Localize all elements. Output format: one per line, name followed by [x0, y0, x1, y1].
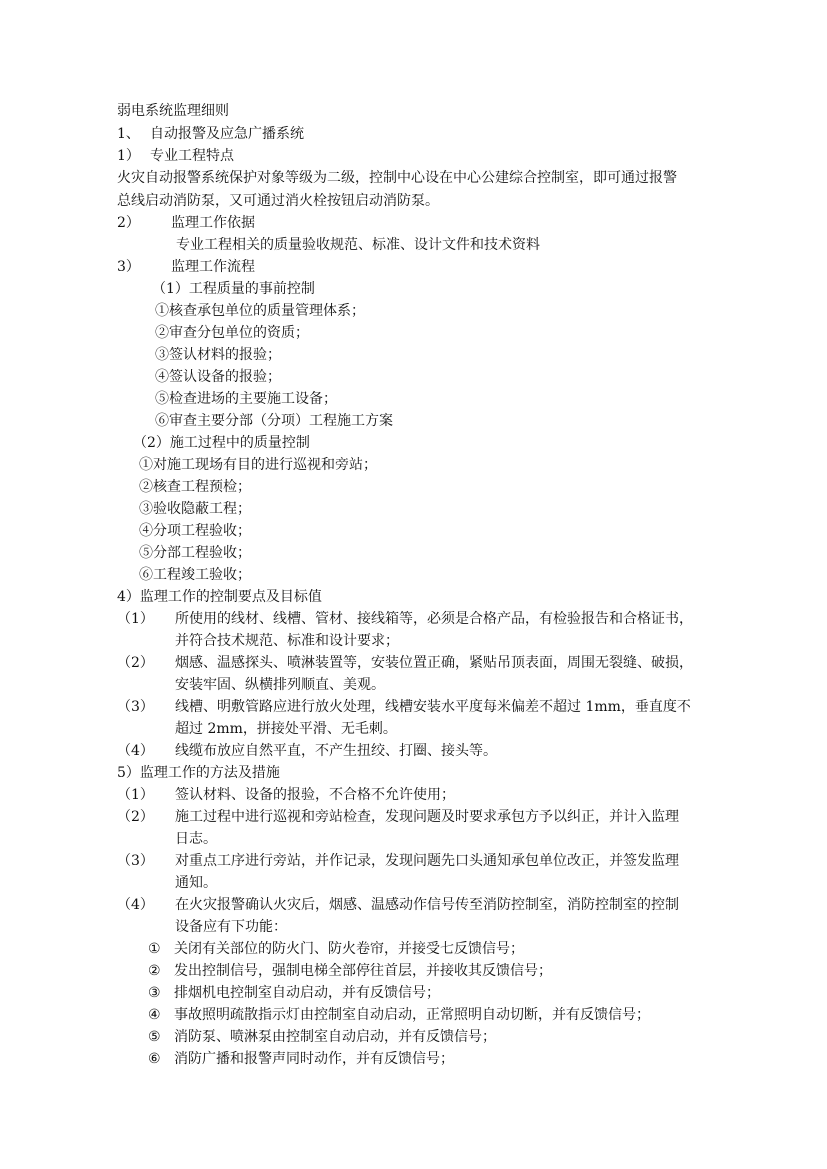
section-1-number: 1、 — [117, 126, 140, 142]
heading-text: 4）监理工作的控制要点及目标值 — [117, 589, 322, 605]
measure-line — [117, 810, 679, 824]
item-text: 发出控制信号，强制电梯全部停往首层，并接收其反馈信号； — [174, 963, 552, 979]
paragraph-text: 火灾自动报警系统保护对象等级为二级，控制中心设在中心公建综合控制室，即可通过报警 — [117, 170, 677, 186]
item-number: （4） — [117, 743, 154, 759]
item-text: 超过 2mm，拼接处平滑、无毛刺。 — [175, 721, 397, 737]
heading-text: （2）施工过程中的质量控制 — [133, 435, 310, 451]
measure-line — [117, 854, 679, 868]
subsection-1-title: 专业工程特点 — [150, 148, 234, 164]
function-number: ① — [148, 941, 161, 957]
item-text: ⑤分部工程验收； — [139, 545, 251, 561]
function-item — [148, 986, 440, 1000]
subsection-1-heading — [117, 149, 234, 163]
item-text: ⑥工程竣工验收； — [139, 567, 251, 583]
item-text: 线缆布放应自然平直，不产生扭绞、打圈、接头等。 — [175, 743, 497, 759]
item-text: 消防广播和报警声同时动作，并有反馈信号； — [174, 1051, 454, 1067]
item-number: （2） — [117, 655, 154, 671]
item-text: 烟感、温感探头、喷淋装置等，安装位置正确，紧贴吊顶表面，周围无裂缝、破损， — [175, 655, 693, 671]
item-text: ③验收隐蔽工程； — [139, 501, 251, 517]
function-number: ③ — [148, 985, 161, 1001]
function-number: ④ — [148, 1007, 161, 1023]
control-point-line — [117, 744, 497, 758]
heading-text: （1）工程质量的事前控制 — [152, 281, 315, 297]
item-text: ⑤检查进场的主要施工设备； — [155, 391, 337, 407]
function-item — [148, 1030, 496, 1044]
item-text: 安装牢固、纵横排列顺直、美观。 — [175, 677, 385, 693]
subsection-2-number: 2） — [117, 215, 140, 231]
measure-line — [175, 832, 217, 846]
paragraph-text: 总线启动消防泵，又可通过消火栓按钮启动消防泵。 — [117, 193, 439, 209]
document-title-text: 弱电系统监理细则 — [117, 103, 229, 119]
item-text: 签认材料、设备的报验，不合格不允许使用； — [175, 787, 455, 803]
item-text: ⑥审查主要分部（分项）工程施工方案 — [155, 413, 393, 429]
measure-line — [175, 876, 217, 890]
control-point-line — [175, 722, 397, 736]
item-text: 线槽、明敷管路应进行放火处理，线槽安装水平度每米偏差不超过 1mm，垂直度不 — [175, 699, 691, 715]
paragraph-text: 专业工程相关的质量验收规范、标准、设计文件和技术资料 — [176, 237, 540, 253]
basis-paragraph — [176, 238, 540, 252]
control-point-line — [117, 612, 693, 626]
item-text: 事故照明疏散指示灯由控制室自动启动，正常照明自动切断，并有反馈信号； — [174, 1007, 650, 1023]
features-paragraph-line-2 — [117, 194, 439, 208]
control-point-line — [175, 634, 399, 648]
item-number: （1） — [117, 787, 154, 803]
control-point-line — [117, 700, 691, 714]
function-item — [148, 964, 552, 978]
function-item — [148, 942, 524, 956]
subsection-2-heading — [117, 216, 255, 230]
pre-control-item — [155, 348, 281, 362]
subsection-5-heading — [117, 766, 280, 780]
item-text: ②审查分包单位的资质； — [155, 325, 309, 341]
section-1-heading — [117, 127, 304, 141]
subsection-3-title: 监理工作流程 — [171, 259, 255, 275]
heading-text: 5）监理工作的方法及措施 — [117, 765, 280, 781]
subsection-3-heading — [117, 260, 255, 274]
function-item — [148, 1052, 454, 1066]
item-text: 日志。 — [175, 831, 217, 847]
during-control-item — [139, 524, 251, 538]
subsection-3-number: 3） — [117, 259, 140, 275]
item-text: ④签认设备的报验； — [155, 369, 281, 385]
function-item — [148, 1008, 650, 1022]
item-number: （3） — [117, 853, 154, 869]
item-text: ①对施工现场有目的进行巡视和旁站； — [139, 457, 377, 473]
pre-control-item — [155, 370, 281, 384]
function-number: ② — [148, 963, 161, 979]
item-text: ①核查承包单位的质量管理体系； — [155, 303, 365, 319]
subsection-2-title: 监理工作依据 — [171, 215, 255, 231]
pre-control-item — [155, 414, 393, 428]
features-paragraph-line-1 — [117, 171, 677, 185]
section-1-title: 自动报警及应急广播系统 — [150, 126, 304, 142]
item-text: 并符合技术规范、标准和设计要求； — [175, 633, 399, 649]
item-number: （1） — [117, 611, 154, 627]
pre-control-item — [155, 326, 309, 340]
item-text: ③签认材料的报验； — [155, 347, 281, 363]
during-control-item — [139, 458, 377, 472]
item-text: 施工过程中进行巡视和旁站检查，发现问题及时要求承包方予以纠正，并计入监理 — [175, 809, 679, 825]
during-control-heading — [133, 436, 310, 450]
item-text: 消防泵、喷淋泵由控制室自动启动，并有反馈信号； — [174, 1029, 496, 1045]
pre-control-heading — [152, 282, 315, 296]
control-point-line — [175, 678, 385, 692]
item-text: 关闭有关部位的防火门、防火卷帘，并接受七反馈信号； — [174, 941, 524, 957]
function-number: ⑥ — [148, 1051, 161, 1067]
pre-control-item — [155, 304, 365, 318]
item-text: 所使用的线材、线槽、管材、接线箱等，必须是合格产品，有检验报告和合格证书， — [175, 611, 693, 627]
item-text: 排烟机电控制室自动启动，并有反馈信号； — [174, 985, 440, 1001]
during-control-item — [139, 568, 251, 582]
item-text: 设备应有下功能： — [175, 919, 287, 935]
during-control-item — [139, 480, 251, 494]
item-text: ④分项工程验收； — [139, 523, 251, 539]
pre-control-item — [155, 392, 337, 406]
measure-line — [175, 920, 287, 934]
subsection-1-number: 1） — [117, 148, 140, 164]
during-control-item — [139, 546, 251, 560]
item-text: ②核查工程预检； — [139, 479, 251, 495]
subsection-4-heading — [117, 590, 322, 604]
during-control-item — [139, 502, 251, 516]
item-text: 在火灾报警确认火灾后，烟感、温感动作信号传至消防控制室，消防控制室的控制 — [175, 897, 679, 913]
item-number: （4） — [117, 897, 154, 913]
item-text: 通知。 — [175, 875, 217, 891]
item-number: （3） — [117, 699, 154, 715]
item-number: （2） — [117, 809, 154, 825]
measure-line — [117, 898, 679, 912]
measure-line — [117, 788, 455, 802]
item-text: 对重点工序进行旁站，并作记录，发现问题先口头通知承包单位改正，并签发监理 — [175, 853, 679, 869]
function-number: ⑤ — [148, 1029, 161, 1045]
document-title — [117, 104, 229, 118]
control-point-line — [117, 656, 693, 670]
